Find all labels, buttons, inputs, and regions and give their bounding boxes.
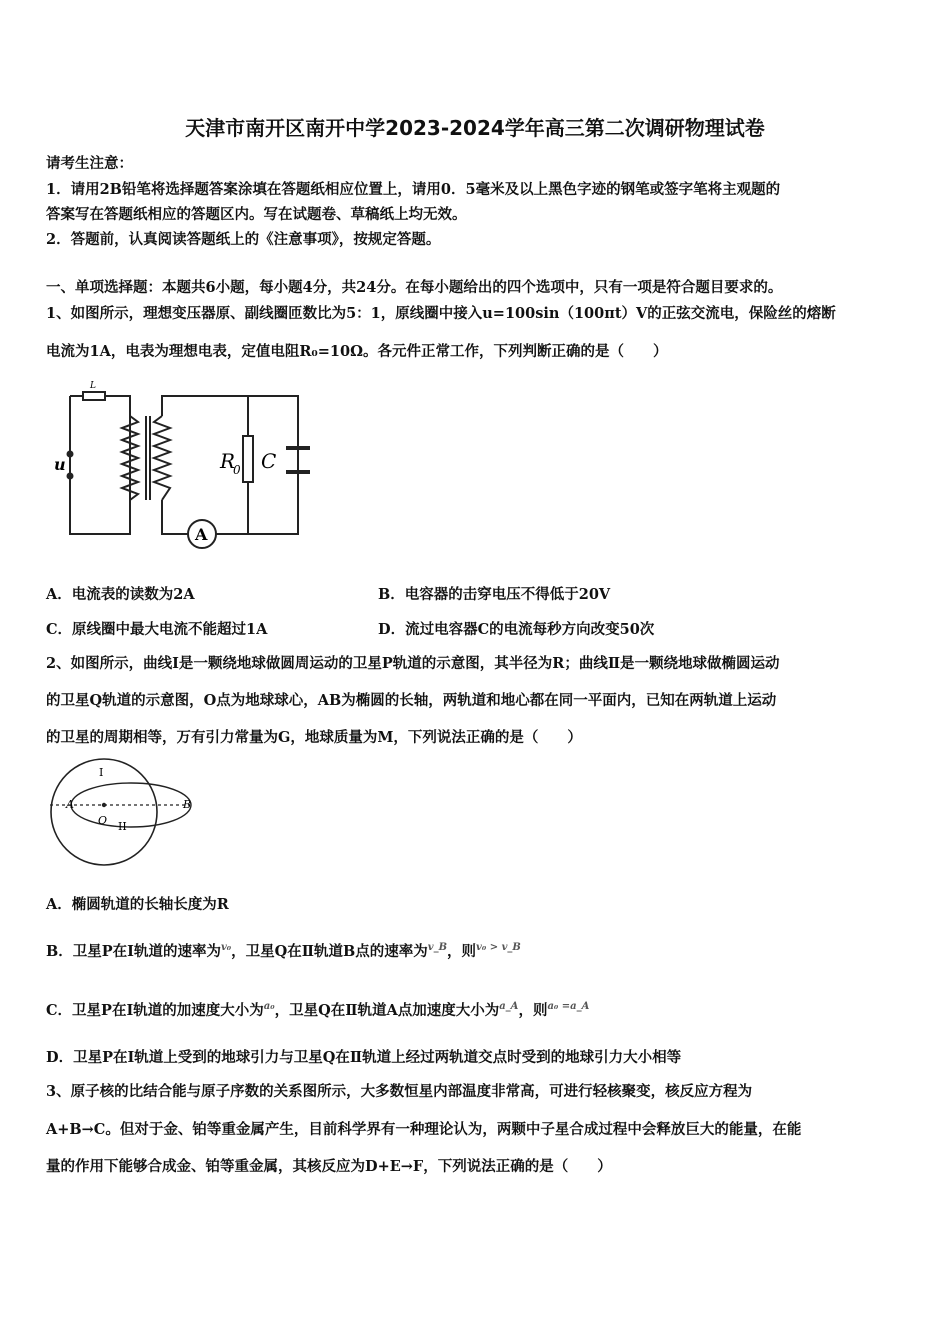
q2-option-c-relation: a₀ =a_A (547, 1001, 590, 1012)
q1-option-d[interactable]: D．流过电容器C的电流每秒方向改变50次 (378, 621, 655, 638)
q2-text-line1: 2、如图所示，曲线Ⅰ是一颗绕地球做圆周运动的卫星P轨道的示意图，其半径为R；曲线Ⅱ是一颗绕地球做椭圆运动 (46, 655, 780, 672)
notice-item-1a: 1．请用2B铅笔将选择题答案涂填在答题纸相应位置上，请用0．5毫米及以上黑色字迹的钢笔或签字笔将主观题的 (46, 181, 781, 198)
q1-fig-label-u: u (54, 455, 66, 474)
q2-option-c[interactable] (46, 999, 589, 1020)
q2-option-b-vb: v_B (427, 942, 448, 953)
q1-fig-label-r0: R (220, 449, 236, 473)
section-heading: 一、单项选择题：本题共6小题，每小题4分，共24分。在每小题给出的四个选项中，只有一项是符合题目要求的。 (46, 279, 783, 296)
q1-option-b[interactable]: B．电容器的击穿电压不得低于20V (378, 586, 611, 603)
q2-option-b-text3: ，则 (447, 943, 477, 960)
page-title: 天津市南开区南开中学2023-2024学年高三第二次调研物理试卷 (185, 116, 765, 140)
q2-fig-label-o: O (98, 814, 108, 827)
q1-text-line2: 电流为1A，电表为理想电表，定值电阻R₀=10Ω。各元件正常工作，下列判断正确的是（ ） (46, 343, 668, 360)
q2-option-c-text2: ，卫星Q在Ⅱ轨道A点加速度大小为 (274, 1002, 500, 1019)
q3-text-line3: 量的作用下能够合成金、铂等重金属，其核反应为D+E→F，下列说法正确的是（ ） (46, 1158, 612, 1175)
q1-option-a[interactable]: A．电流表的读数为2A (46, 586, 195, 603)
q3-text-line1: 3、原子核的比结合能与原子序数的关系图所示，大多数恒星内部温度非常高，可进行轻核聚变，核反应方程为 (46, 1083, 753, 1100)
q1-option-c[interactable]: C．原线圈中最大电流不能超过1A (46, 621, 268, 638)
q2-option-c-text3: ，则 (518, 1002, 548, 1019)
q2-text-line2: 的卫星Q轨道的示意图，O点为地球球心，AB为椭圆的长轴，两轨道和地心都在同一平面内，已知在两轨道上运动 (46, 692, 777, 709)
q1-fig-label-ammeter: A (195, 525, 208, 544)
notice-item-1b: 答案写在答题纸相应的答题区内。写在试题卷、草稿纸上均无效。 (46, 206, 467, 223)
q2-option-d[interactable]: D．卫星P在Ⅰ轨道上受到的地球引力与卫星Q在Ⅱ轨道上经过两轨道交点时受到的地球引力大小相等 (46, 1049, 682, 1066)
q2-option-b-relation: v₀ > v_B (476, 942, 521, 953)
q2-option-b-text2: ，卫星Q在Ⅱ轨道B点的速率为 (231, 943, 428, 960)
q2-option-b-text1: B．卫星P在Ⅰ轨道的速率为 (46, 943, 221, 960)
q2-option-c-aa: a_A (499, 1001, 519, 1012)
q2-option-b[interactable] (46, 940, 521, 961)
q2-fig-label-orbit-i: I (99, 766, 104, 779)
notice-item-2: 2．答题前，认真阅读答题纸上的《注意事项》，按规定答题。 (46, 231, 441, 248)
q2-fig-label-b: B (183, 798, 192, 811)
q2-option-c-text1: C．卫星P在Ⅰ轨道的加速度大小为 (46, 1002, 264, 1019)
q2-text-line3: 的卫星的周期相等，万有引力常量为G，地球质量为M，下列说法正确的是（ ） (46, 729, 582, 746)
q2-option-a[interactable]: A．椭圆轨道的长轴长度为R (46, 896, 229, 913)
q2-fig-label-a: A (66, 798, 74, 811)
q2-orbit-figure (44, 758, 204, 868)
q2-option-b-v0: v₀ (220, 942, 232, 953)
q1-circuit-figure (50, 376, 312, 554)
q1-fig-label-c: C (261, 449, 277, 473)
q1-text-line1: 1、如图所示，理想变压器原、副线圈匝数比为5：1，原线圈中接入u=100sin（100πt）V的正弦交流电，保险丝的熔断 (46, 305, 836, 322)
q1-fig-label-r0-sub: 0 (233, 463, 241, 477)
q3-text-line2: A+B→C。但对于金、铂等重金属产生，目前科学界有一种理论认为，两颗中子星合成过程中会释放巨大的能量，在能 (46, 1121, 802, 1138)
q2-fig-label-orbit-ii: II (118, 820, 127, 833)
q1-fig-label-l: L (90, 381, 96, 391)
notice-heading: 请考生注意： (46, 155, 133, 172)
q2-option-c-a0: a₀ (263, 1001, 275, 1012)
